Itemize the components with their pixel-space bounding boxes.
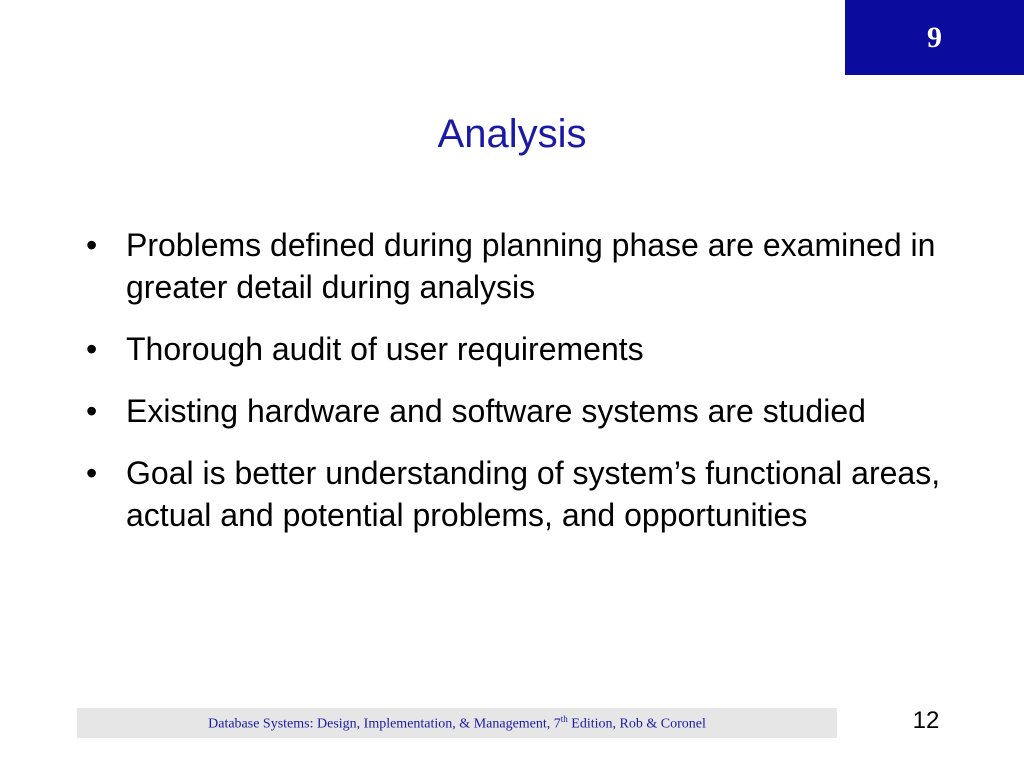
bullet-marker: • xyxy=(86,393,98,429)
footer-superscript: th xyxy=(560,713,568,724)
bullet-text: Existing hardware and software systems are studied xyxy=(126,393,866,429)
footer-band xyxy=(77,708,837,738)
footer-text-end: Edition, Rob & Coronel xyxy=(567,716,706,732)
page-number: 12 xyxy=(912,707,940,734)
bullet-list xyxy=(86,224,946,556)
bullet-item xyxy=(86,328,946,370)
slide-title: Analysis xyxy=(437,112,587,156)
bullet-marker: • xyxy=(86,455,98,491)
bullet-marker: • xyxy=(86,227,98,263)
bullet-item xyxy=(86,224,946,308)
footer-text-start: Database Systems: Design, Implementation, & Management, 7 xyxy=(208,716,561,732)
bullet-item xyxy=(86,452,946,536)
chapter-number: 9 xyxy=(927,20,942,54)
bullet-text: Thorough audit of user requirements xyxy=(126,331,644,367)
bullet-item xyxy=(86,390,946,432)
bullet-text: Goal is better understanding of system’s functional areas, actual and potential problems, and opportunities xyxy=(126,455,941,533)
bullet-marker: • xyxy=(86,331,98,367)
footer-citation xyxy=(208,715,706,732)
bullet-text: Problems defined during planning phase are examined in greater detail during analysis xyxy=(126,227,936,305)
chapter-number-box xyxy=(844,0,1024,76)
